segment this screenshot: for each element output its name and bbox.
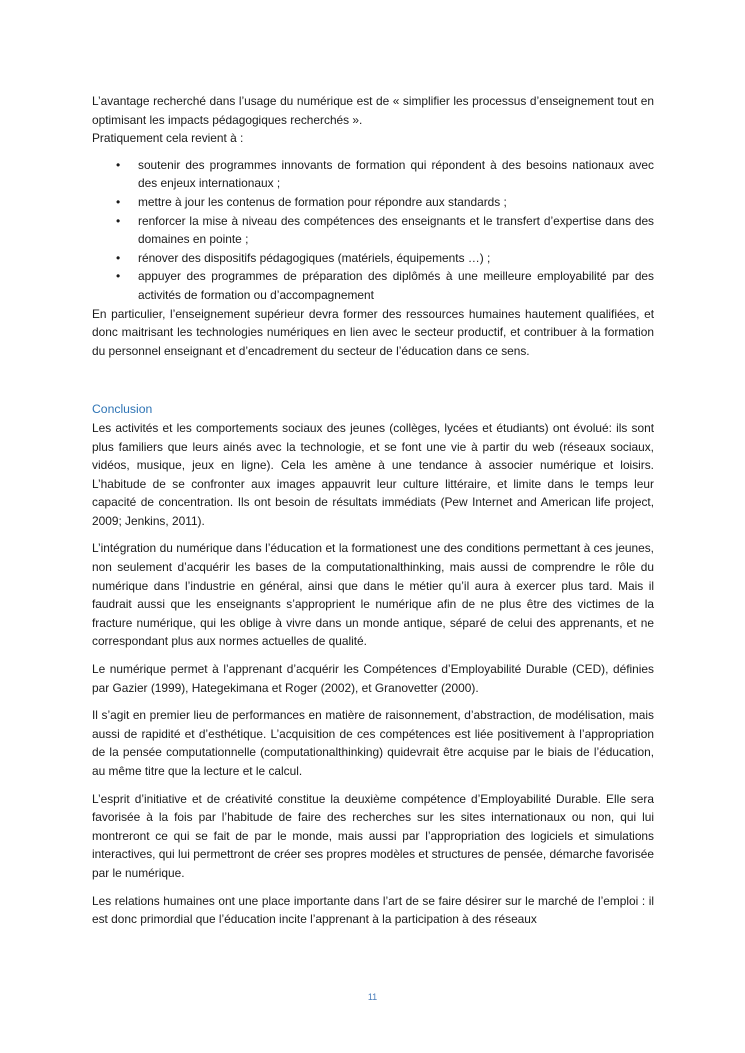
page-number: 11 (367, 992, 378, 1002)
list-item-text: rénover des dispositifs pédagogiques (matériels, équipements …) ; (138, 250, 491, 265)
list-item (92, 212, 654, 249)
list-item (92, 267, 654, 304)
intro-paragraph: L’avantage recherché dans l’usage du numérique est de « simplifier les processus d’enseignement tout en optimisant les impacts pédagogiques recherchés ». (92, 94, 654, 127)
conclusion-paragraph-4: Il s’agit en premier lieu de performances en matière de raisonnement, d’abstraction, de modélisation, mais aussi de rapidité et d’esthétique. L’acquisition de ces compétences est liée positivement à l’appropriation de la pensée computationnelle (computationalthinking) quidevrait être acquise par le biais de l’éducation, au même titre que la lecture et le calcul. (92, 708, 654, 778)
list-item-text: mettre à jour les contenus de formation pour répondre aux standards ; (138, 194, 507, 209)
conclusion-paragraph-5: L’esprit d’initiative et de créativité constitue la deuxième compétence d’Employabilité Durable. Elle sera favorisée à la fois par l’habitude de faire des recherches sur les sites internationaux ou non, qui lui montreront ce qui se fait de par le monde, mais aussi par l’appropriation des logiciels et simulations interactives, qui lui permettront de créer ses propres modèles et structures de pensée, démarche favorisée par le numérique. (92, 791, 654, 880)
bullet-icon: • (116, 269, 121, 284)
list-item (92, 249, 654, 268)
intro-lead-in: Pratiquement cela revient à : (92, 131, 244, 146)
bullet-icon: • (116, 213, 121, 228)
list-item (92, 193, 654, 212)
bullet-icon: • (116, 194, 121, 209)
conclusion-paragraph-3: Le numérique permet à l’apprenant d’acquérir les Compétences d’Employabilité Durable (CED), définies par Gazier (1999), Hategekimana et Roger (2002), et Granovetter (2000). (92, 662, 654, 695)
list-item-text: renforcer la mise à niveau des compétences des enseignants et le transfert d’expertise dans des domaines en pointe ; (138, 213, 654, 247)
document-body (92, 92, 654, 929)
bullet-icon: • (116, 157, 121, 172)
after-list-paragraph: En particulier, l’enseignement supérieur devra former des ressources humaines hautement qualifiées, et donc maitrisant les technologies numériques en lien avec le secteur productif, et contribuer à la formation du personnel enseignant et d’encadrement du secteur de l’éducation dans ce sens. (92, 306, 654, 358)
bullet-icon: • (116, 250, 121, 265)
conclusion-paragraph-1: Les activités et les comportements sociaux des jeunes (collèges, lycées et étudiants) ont évolué: ils sont plus familiers que leurs ainés avec la technologie, et se font une vie à partir du web (réseaux sociaux, vidéos, musique, jeux en ligne). Cela les amène à une tendance à associer numérique et loisirs. L’habitude de se confronter aux images appauvrit leur culture littéraire, et limite dans le temps leur capacité de concentration. Ils ont besoin de résultats immédiats (Pew Internet and American life project, 2009; Jenkins, 2011). (92, 420, 654, 528)
list-item (92, 156, 654, 193)
section-heading-conclusion: Conclusion (92, 402, 153, 417)
bullet-list (92, 156, 654, 305)
list-item-text: soutenir des programmes innovants de formation qui répondent à des besoins nationaux avec des enjeux internationaux ; (138, 157, 654, 191)
list-item-text: appuyer des programmes de préparation des diplômés à une meilleure employabilité par des activités de formation ou d’accompagnement (138, 269, 654, 302)
conclusion-paragraph-6: Les relations humaines ont une place importante dans l’art de se faire désirer sur le marché de l’emploi : il est donc primordial que l’éducation incite l’apprenant à la participation à des réseaux (92, 893, 654, 927)
conclusion-paragraph-2: L’intégration du numérique dans l’éducation et la formationest une des conditions permettant à ces jeunes, non seulement d’acquérir les bases de la computationalthinking, mais aussi de comprendre le rôle du numérique dans l’industrie en général, ainsi que dans le métier qu’il aura à exercer plus tard. Mais il faudrait aussi que les enseignants s’approprient le numérique afin de ne plus être des victimes de la fracture numérique, qui les oblige à vivre dans un monde antique, séparé de celui des apprenants, et ne correspondant plus aux normes actuelles de qualité. (92, 541, 654, 649)
